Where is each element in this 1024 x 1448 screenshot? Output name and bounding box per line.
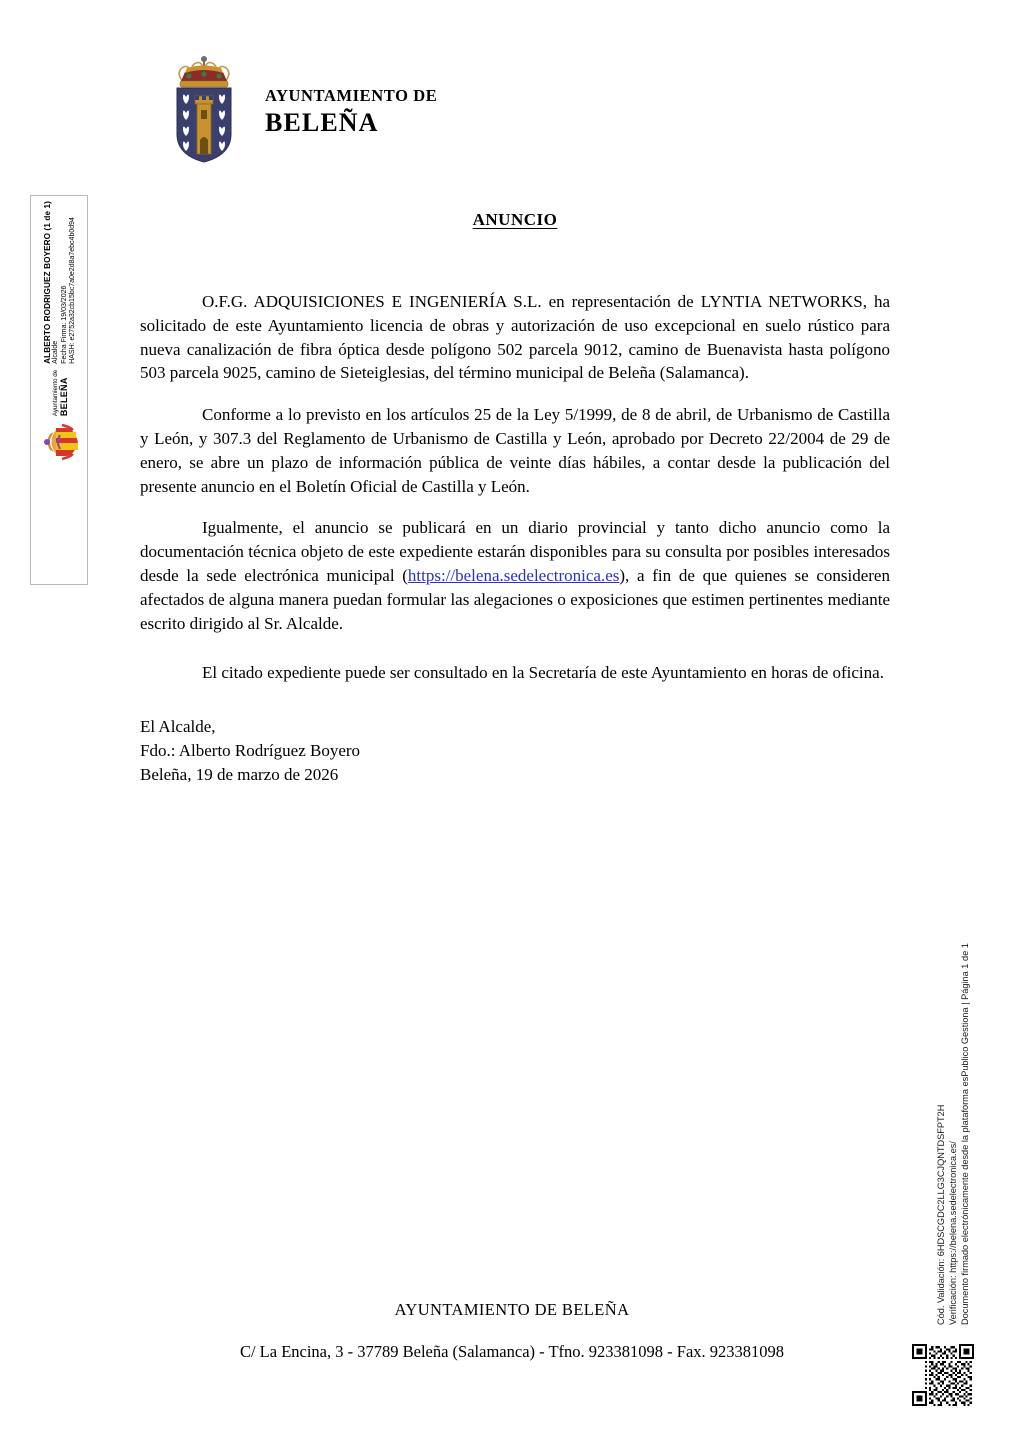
stamp-entity-name: BELEÑA	[58, 377, 69, 417]
stamp-entity-block	[52, 370, 69, 416]
spacer	[140, 685, 890, 715]
paragraph-publication-text-after: ), a fin de que quienes se consideren afectados de alguna manera puedan formular las alegaciones o exposiciones que estimen pertinentes mediante escrito dirigido al Sr. Alcalde.	[140, 565, 890, 633]
spacer	[140, 230, 890, 290]
signature-place-date: Beleña, 19 de marzo de 2026	[140, 764, 339, 784]
footer-entity-name: AYUNTAMIENTO DE BELEÑA	[394, 1300, 630, 1319]
sede-electronica-link[interactable]: https://belena.sedelectronica.es	[407, 565, 620, 585]
signature-stamp-content	[31, 196, 89, 586]
validation-sidebar	[936, 905, 976, 1325]
paragraph-legal-basis: Conforme a lo previsto en los artículos 25 de la Ley 5/1999, de 8 de abril, de Urbanismo de Castilla y León, y 307.3 del Reglamento de Urbanismo de Castilla y León, aprobado por Decreto 22/2004 de 29 de enero, se abre un plazo de información pública de veinte días hábiles, a contar desde la publicación del presente anuncio en el Boletín Oficial de Castilla y León.	[140, 405, 890, 496]
document-footer	[0, 1300, 1024, 1362]
signature-stamp-box	[30, 195, 88, 585]
footer-address: C/ La Encina, 3 - 37789 Beleña (Salamanca) - Tfno. 923381098 - Fax. 923381098	[239, 1342, 785, 1361]
header-title-block	[265, 78, 437, 138]
stamp-signer-role: Alcalde	[52, 340, 60, 364]
spacer	[140, 635, 890, 661]
stamp-signer-name: ALBERTO RODRIGUEZ BOYERO (1 de 1)	[42, 201, 52, 364]
signature-stamp-text	[43, 201, 77, 364]
stamp-hash: HASH: e2752a32cb15bc7a0e2d8a7ebc4b0d94	[68, 217, 76, 364]
spacer	[140, 385, 890, 403]
stamp-entity-prefix: Ayuntamiento de	[51, 369, 59, 417]
paragraph-request: O.F.G. ADQUISICIONES E INGENIERÍA S.L. en representación de LYNTIA NETWORKS, ha solicitado de este Ayuntamiento licencia de obras y autorización de uso excepcional en suelo rústico para nueva canalización de fibra óptica desde polígono 502 parcela 9012, camino de Buenavista hasta polígono 503 parcela 9025, camino de Sieteiglesias, del término municipal de Beleña (Salamanca).	[140, 292, 890, 383]
spacer	[140, 498, 890, 516]
validation-code: Cód. Validación: 6HDSCGDC2LLG3CJQNTDSFPT2H	[936, 1104, 946, 1325]
header-municipality-name: BELEÑA	[265, 107, 379, 137]
signature-name: Fdo.: Alberto Rodríguez Boyero	[140, 740, 361, 760]
signature-role: El Alcalde,	[140, 717, 216, 737]
page-title: ANUNCIO	[472, 210, 558, 229]
belena-coat-of-arms-icon	[165, 52, 243, 164]
validation-verification-url: Verificación: https://belena.sedelectronica.es/	[947, 1141, 958, 1325]
paragraph-consultation: El citado expediente puede ser consultado en la Secretaría de este Ayuntamiento en horas de oficina.	[202, 663, 884, 683]
stamp-signature-date: Fecha Firma: 19/03/2026	[60, 285, 68, 364]
paragraph-publication-text-before: Igualmente, el anuncio se publicará en un diario provincial y tanto dicho anuncio como la documentación técnica objeto de este expediente estarán disponibles para su consulta por posibles interesados desde la sede electrónica municipal (	[140, 518, 890, 585]
document-body	[140, 196, 890, 787]
document-header	[165, 52, 437, 164]
paragraph-publication	[140, 516, 890, 635]
header-entity-label: AYUNTAMIENTO DE	[265, 86, 438, 106]
spanish-coat-of-arms-seal-icon	[40, 422, 80, 462]
validation-platform-note: Documento firmado electrónicamente desde la plataforma esPublico Gestiona | Página 1 de 1	[959, 943, 970, 1325]
